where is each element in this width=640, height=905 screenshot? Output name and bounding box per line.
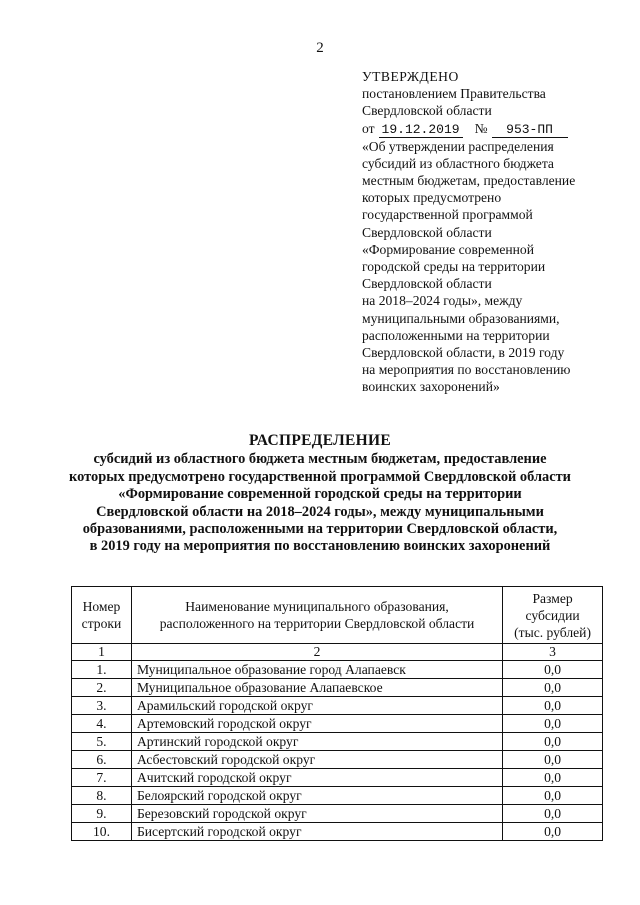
row-number-cell: 9. (72, 805, 132, 823)
document-title-line: образованиями, расположенными на территории Свердловской области, (82, 521, 558, 538)
document-title-line: субсидий из областного бюджета местным бюджетам, предоставление (93, 451, 547, 468)
document-title-line: «Формирование современной городской среды на территории (118, 486, 522, 503)
decree-title-line: государственной программой (362, 207, 533, 223)
decree-title-line: муниципальными образованиями, (362, 310, 560, 326)
decree-title-line: которых предусмотрено (362, 190, 502, 206)
municipality-name-cell: Артемовский городской округ (131, 715, 502, 733)
subsidy-amount-cell: 0,0 (503, 805, 603, 823)
decree-title-line: «Об утверждении распределения (362, 138, 554, 154)
approval-block (362, 68, 622, 396)
number-prefix: № (474, 120, 488, 136)
row-number-cell: 4. (72, 715, 132, 733)
municipality-name-cell: Артинский городской округ (131, 733, 502, 751)
date-prefix: от (362, 120, 375, 136)
header-text-line: Размер (532, 590, 573, 606)
document-title-line: в 2019 году на мероприятия по восстановлению воинских захоронений (89, 538, 551, 555)
municipality-name-cell: Бисертский городской округ (131, 823, 502, 841)
decree-title-line: Свердловской области (362, 276, 492, 292)
approval-date-line (362, 120, 622, 138)
subsidy-amount-cell: 0,0 (503, 823, 603, 841)
document-title-line: Свердловской области на 2018–2024 годы», между муниципальными (96, 503, 544, 520)
municipality-name-cell: Березовский городской округ (131, 805, 502, 823)
decree-title-line: на мероприятия по восстановлению (362, 362, 571, 378)
decree-title-line: воинских захоронений» (362, 379, 500, 395)
subsidy-amount-cell: 0,0 (503, 751, 603, 769)
row-number-cell: 3. (72, 697, 132, 715)
document-title (0, 432, 640, 556)
subsidy-amount-cell: 0,0 (503, 661, 603, 679)
decree-title-line: расположенными на территории (362, 327, 550, 343)
subsidy-amount-cell: 0,0 (503, 769, 603, 787)
header-text-line: строки (81, 616, 122, 631)
approval-line: Свердловской области (362, 103, 492, 119)
column-number: 2 (131, 644, 502, 661)
header-subsidy-amount (503, 587, 603, 644)
decree-number: 953-ПП (492, 123, 568, 138)
table-row (72, 715, 603, 733)
document-title-line: которых предусмотрено государственной программой Свердловской области (69, 468, 571, 485)
approval-line: постановлением Правительства (362, 86, 546, 102)
table-row (72, 751, 603, 769)
header-text-line: (тыс. рублей) (514, 624, 591, 640)
subsidy-table (71, 586, 603, 841)
row-number-cell: 1. (72, 661, 132, 679)
table-row (72, 769, 603, 787)
municipality-name-cell: Белоярский городской округ (131, 787, 502, 805)
row-number-cell: 5. (72, 733, 132, 751)
page-number: 2 (316, 40, 324, 56)
column-number: 1 (72, 644, 132, 661)
decree-title-line: городской среды на территории (362, 259, 546, 275)
subsidy-amount-cell: 0,0 (503, 715, 603, 733)
subsidy-amount-cell: 0,0 (503, 679, 603, 697)
header-text-line: Наименование муниципального образования, (185, 599, 449, 614)
row-number-cell: 8. (72, 787, 132, 805)
table-row (72, 661, 603, 679)
document-title-subtitle (0, 451, 640, 555)
approval-heading: УТВЕРЖДЕНО (362, 69, 459, 84)
municipality-name-cell: Асбестовский городской округ (131, 751, 502, 769)
decree-title-line: на 2018–2024 годы», между (362, 293, 523, 309)
header-text-line: Номер (82, 599, 121, 614)
row-number-cell: 6. (72, 751, 132, 769)
decree-title (362, 138, 622, 396)
decree-title-line: местным бюджетам, предоставление (362, 173, 576, 189)
municipality-name-cell: Арамильский городской округ (131, 697, 502, 715)
document-title-main: РАСПРЕДЕЛЕНИЕ (249, 432, 391, 449)
municipality-name-cell: Ачитский городской округ (131, 769, 502, 787)
decree-title-line: субсидий из областного бюджета (362, 155, 554, 171)
table-header-row (72, 587, 603, 644)
row-number-cell: 7. (72, 769, 132, 787)
row-number-cell: 10. (72, 823, 132, 841)
subsidy-amount-cell: 0,0 (503, 787, 603, 805)
table-row (72, 697, 603, 715)
table-row (72, 679, 603, 697)
header-row-number (72, 587, 132, 644)
municipality-name-cell: Муниципальное образование Алапаевское (131, 679, 502, 697)
decree-title-line: Свердловской области (362, 224, 492, 240)
column-number: 3 (503, 644, 603, 661)
municipality-name-cell: Муниципальное образование город Алапаевск (131, 661, 502, 679)
subsidy-amount-cell: 0,0 (503, 697, 603, 715)
column-number-row (72, 644, 603, 661)
table-row (72, 805, 603, 823)
row-number-cell: 2. (72, 679, 132, 697)
header-text-line: расположенного на территории Свердловской области (159, 616, 475, 631)
decree-date: 19.12.2019 (379, 123, 463, 138)
subsidy-amount-cell: 0,0 (503, 733, 603, 751)
decree-title-line: Свердловской области, в 2019 году (362, 345, 565, 361)
table-row (72, 787, 603, 805)
decree-title-line: «Формирование современной (362, 241, 534, 257)
table-row (72, 823, 603, 841)
header-municipality-name (131, 587, 502, 644)
header-text-line: субсидии (525, 607, 580, 623)
table-row (72, 733, 603, 751)
